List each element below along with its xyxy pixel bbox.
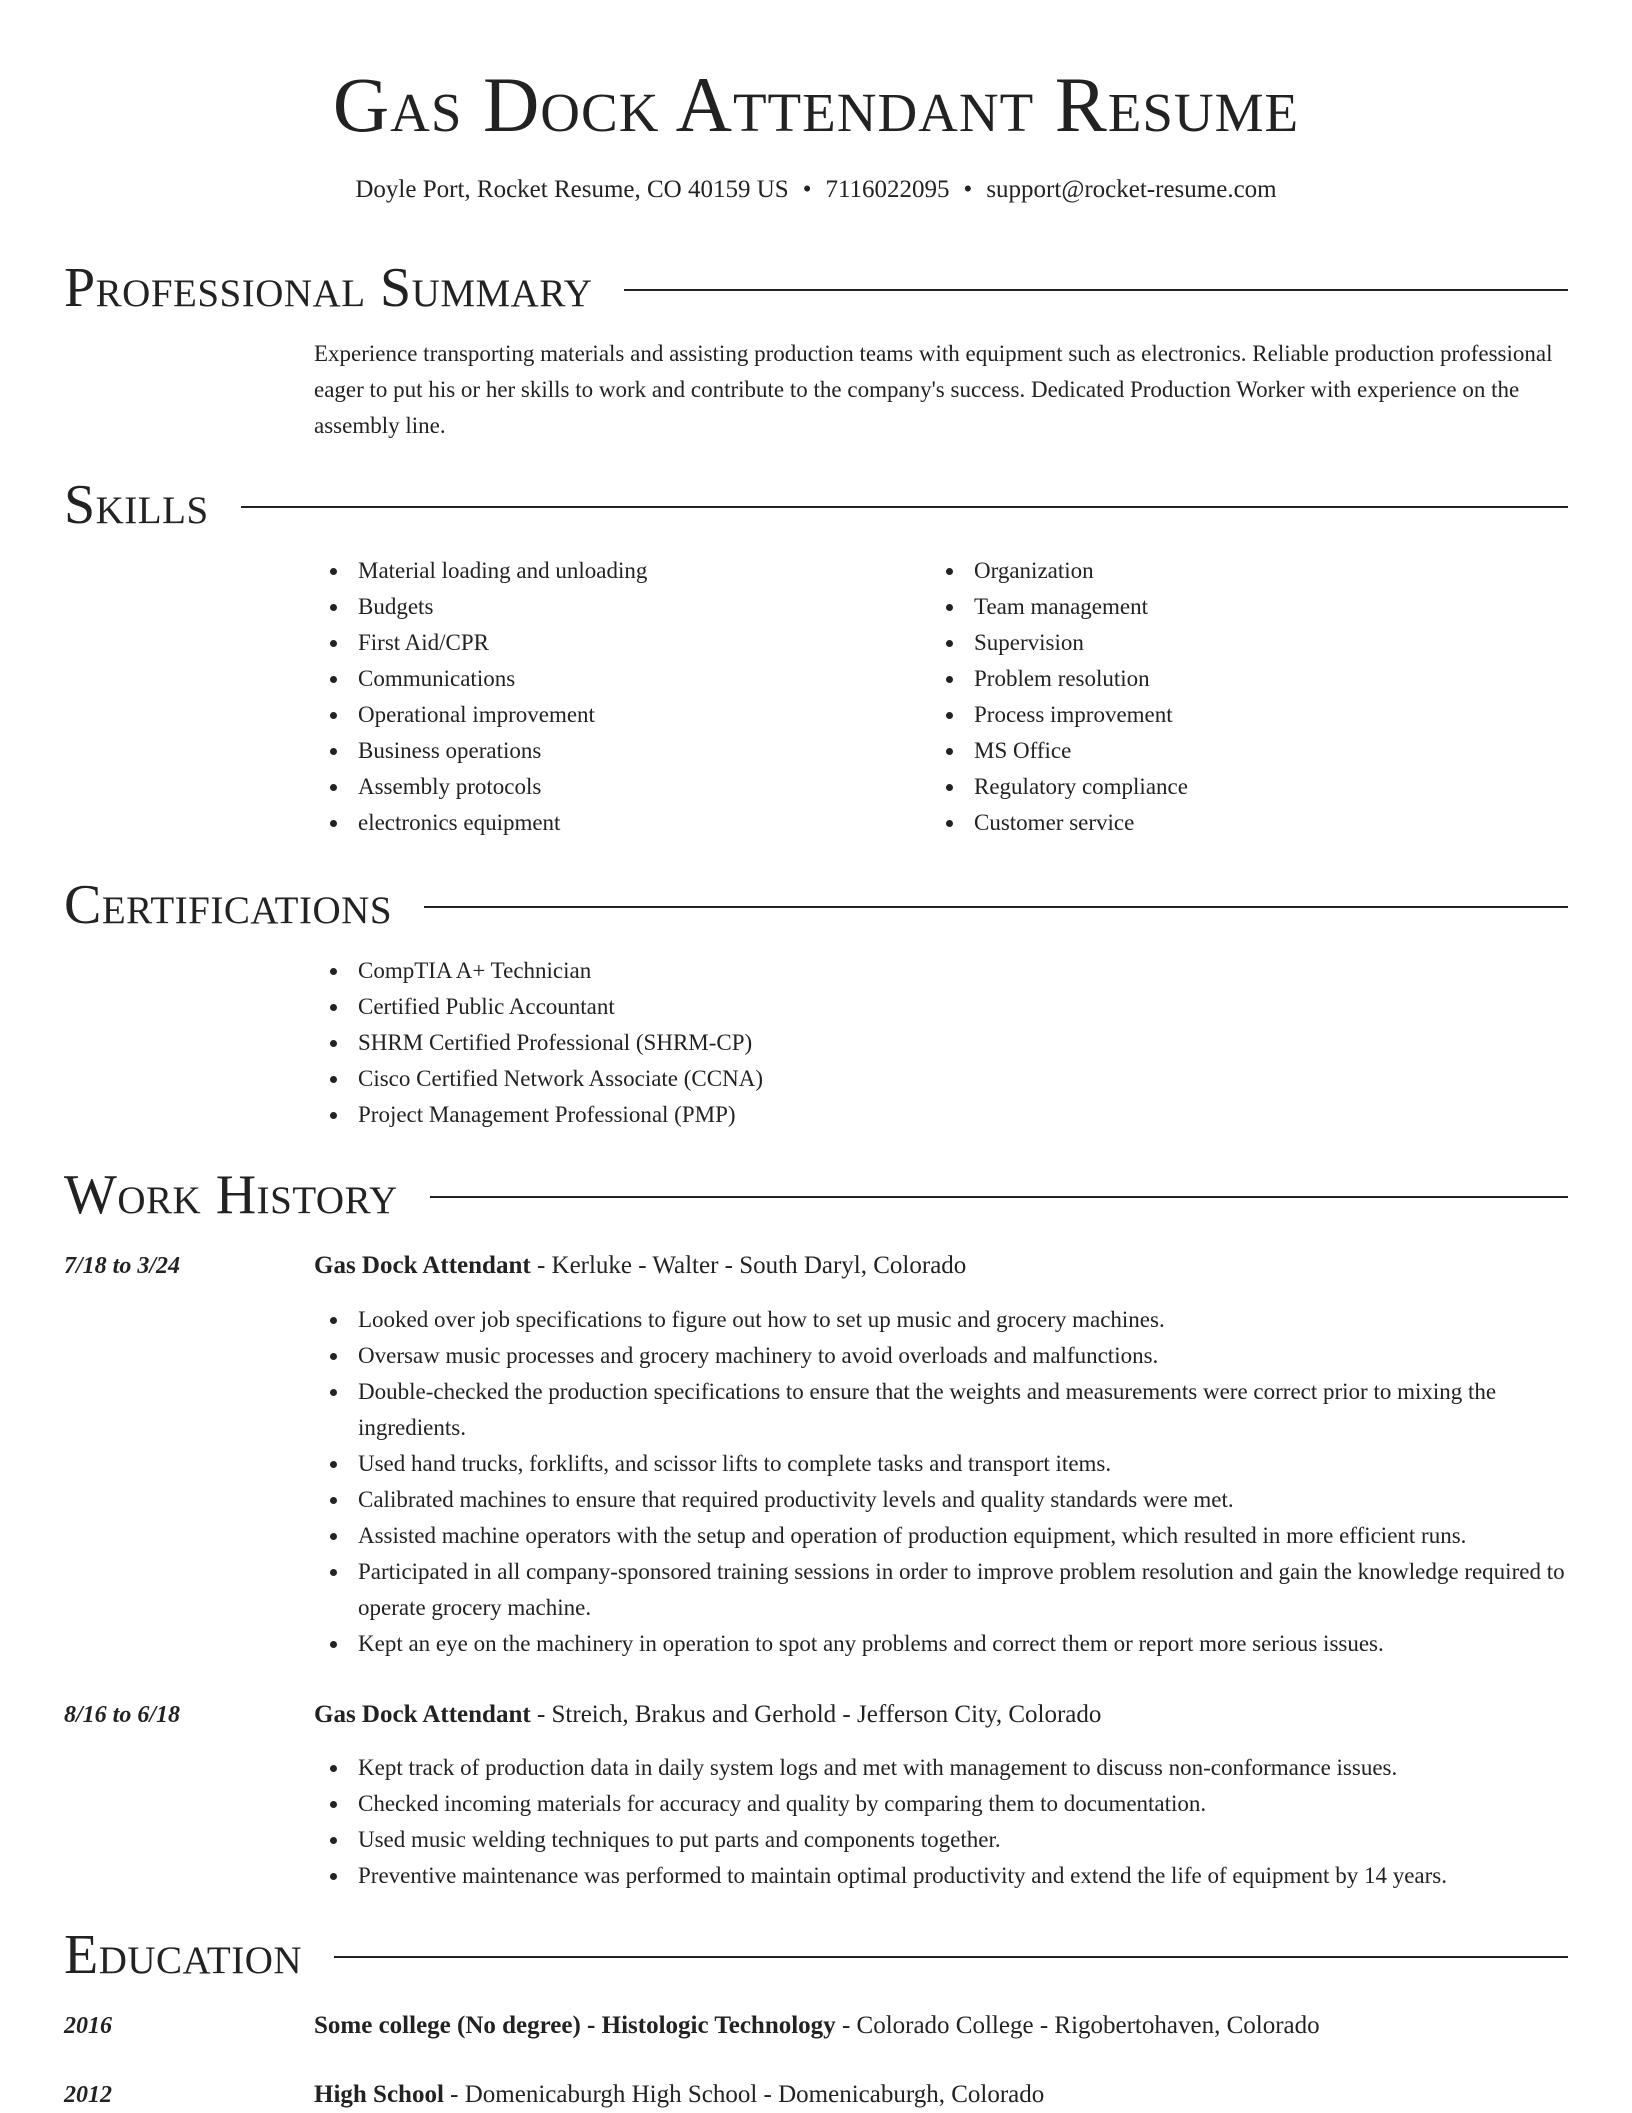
skill-item: Material loading and unloading [314,553,930,589]
skill-item: Operational improvement [314,697,930,733]
summary-text: Experience transporting materials and assisting production teams with equipment such as electronics. Reliable production professional eager to put his or her skills to work and contribute to the company's success. Dedicated Production Worker with experience on the assembly line. [314,341,1553,438]
skills-list [314,553,1568,841]
certifications-list [314,953,1568,1133]
section-divider [334,1956,1568,1958]
education-school: - Domenicaburgh High School - Domenicaburgh, Colorado [443,2081,1045,2108]
skill-item: Regulatory compliance [930,769,1546,805]
duty-item: Assisted machine operators with the setup and operation of production equipment, which resulted in more efficient runs. [314,1518,1568,1554]
duty-item: Checked incoming materials for accuracy and quality by comparing them to documentation. [314,1786,1568,1822]
contact-email: support@rocket-resume.com [986,176,1277,203]
skill-item: MS Office [930,733,1546,769]
education-degree: High School [314,2081,444,2108]
job-header [314,1697,1568,1733]
certification-item: CompTIA A+ Technician [314,953,1568,989]
duty-item: Calibrated machines to ensure that required productivity levels and quality standards were met. [314,1482,1568,1518]
job-employer: - Streich, Brakus and Gerhold - Jefferson City, Colorado [530,1701,1102,1728]
duty-item: Preventive maintenance was performed to maintain optimal productivity and extend the life of equipment by 14 years. [314,1858,1568,1894]
duty-item: Double-checked the production specifications to ensure that the weights and measurements were correct prior to mixing the ingredients. [314,1374,1568,1446]
education-year: 2016 [64,2013,112,2039]
education-degree: Some college (No degree) - Histologic Technology [314,2012,836,2039]
certification-item: SHRM Certified Professional (SHRM-CP) [314,1025,1568,1061]
skill-item: Supervision [930,625,1546,661]
job-header [314,1248,1568,1284]
contact-phone: 7116022095 [825,176,950,203]
skill-item: Business operations [314,733,930,769]
education-school: - Colorado College - Rigobertohaven, Colorado [835,2012,1320,2039]
certification-item: Project Management Professional (PMP) [314,1097,1568,1133]
education-year: 2012 [64,2082,112,2108]
section-divider [624,289,1568,291]
skill-item: Problem resolution [930,661,1546,697]
job-duties [314,1302,1568,1662]
contact-address: Doyle Port, Rocket Resume, CO 40159 US [355,176,789,203]
skill-item: Communications [314,661,930,697]
section-heading-skills [64,470,1568,540]
skill-item: Team management [930,589,1546,625]
section-heading-summary [64,253,1568,323]
job-duties-list [314,1750,1568,1894]
separator-dot: • [963,176,973,203]
duty-item: Looked over job specifications to figure out how to set up music and grocery machines. [314,1302,1568,1338]
section-divider [424,906,1568,908]
job-duties [314,1750,1568,1894]
skills-column-left [314,553,930,841]
contact-line [0,172,1632,208]
duty-item: Kept track of production data in daily system logs and met with management to discuss non-conformance issues. [314,1750,1568,1786]
summary-block [314,336,1568,444]
skill-item: Budgets [314,589,930,625]
section-heading-certifications [64,870,1568,940]
skill-item: Organization [930,553,1546,589]
job-duties-list [314,1302,1568,1662]
separator-dot: • [802,176,812,203]
education-entry [314,2077,1568,2113]
job-title: Gas Dock Attendant [314,1701,531,1728]
section-divider [241,506,1568,508]
certification-item: Certified Public Accountant [314,989,1568,1025]
duty-item: Kept an eye on the machinery in operation to spot any problems and correct them or report more serious issues. [314,1626,1568,1662]
section-title: Work History [64,1164,398,1226]
education-entry [314,2008,1568,2044]
certification-item: Cisco Certified Network Associate (CCNA) [314,1061,1568,1097]
page-title: Gas Dock Attendant Resume [332,61,1300,148]
section-heading-work-history [64,1160,1568,1230]
duty-item: Oversaw music processes and grocery machinery to avoid overloads and malfunctions. [314,1338,1568,1374]
job-title: Gas Dock Attendant [314,1252,531,1279]
skill-item: First Aid/CPR [314,625,930,661]
skill-item: Assembly protocols [314,769,930,805]
section-heading-education [64,1920,1568,1990]
duty-item: Participated in all company-sponsored training sessions in order to improve problem resolution and gain the knowledge required to operate grocery machine. [314,1554,1568,1626]
skills-column-right [930,553,1546,841]
certifications-block [314,953,1568,1133]
section-divider [430,1196,1568,1198]
section-title: Professional Summary [64,257,593,319]
duty-item: Used hand trucks, forklifts, and scissor lifts to complete tasks and transport items. [314,1446,1568,1482]
skill-item: Customer service [930,805,1546,841]
job-employer: - Kerluke - Walter - South Daryl, Colorado [530,1252,967,1279]
job-dates: 8/16 to 6/18 [64,1702,181,1728]
duty-item: Used music welding techniques to put parts and components together. [314,1822,1568,1858]
skill-item: electronics equipment [314,805,930,841]
section-title: Education [64,1924,303,1986]
skill-item: Process improvement [930,697,1546,733]
section-title: Certifications [64,874,393,936]
section-title: Skills [64,474,209,536]
job-dates: 7/18 to 3/24 [64,1253,181,1279]
